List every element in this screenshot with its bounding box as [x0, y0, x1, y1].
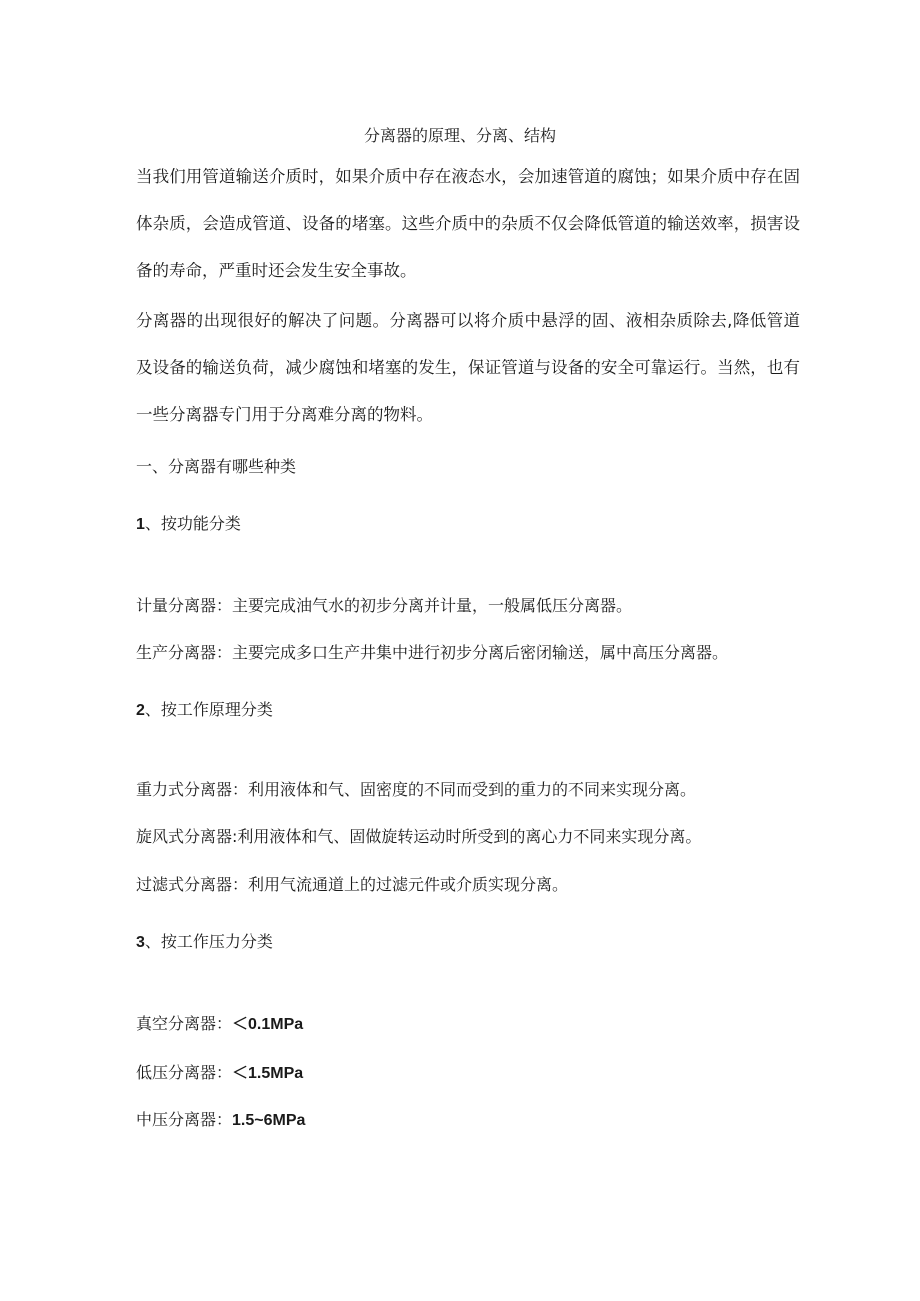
list-item-metering-separator: 计量分离器：主要完成油气水的初步分离并计量，一般属低压分离器。: [136, 596, 633, 615]
pressure-value: 1.5~6MPa: [232, 1112, 306, 1129]
document-title: 分离器的原理、分离、结构: [363, 126, 556, 145]
list-item-vacuum-separator: [136, 1012, 816, 1037]
pressure-label: 中压分离器：: [136, 1110, 233, 1129]
pressure-label: 真空分离器：: [136, 1014, 233, 1033]
intro-paragraph-2: 分离器的出现很好的解决了问题。分离器可以将介质中悬浮的固、液相杂质除去,降低管道及设备的输送负荷，减少腐蚀和堵塞的发生，保证管道与设备的安全可靠运行。当然，也有一些分离器专门用于分离难分离的物料。: [136, 311, 800, 424]
list-item-production-separator: 生产分离器：主要完成多口生产井集中进行初步分离后密闭输送，属中高压分离器。: [136, 643, 729, 662]
subsection-number: 2: [136, 702, 145, 719]
list-item-filter-separator: 过滤式分离器：利用气流通道上的过滤元件或介质实现分离。: [136, 875, 569, 894]
list-item-cyclone-separator: 旋风式分离器:利用液体和气、固做旋转运动时所受到的离心力不同来实现分离。: [136, 827, 702, 846]
subsection-number: 1: [136, 516, 145, 533]
subsection-heading-principle: [136, 698, 816, 723]
pressure-value: ＜1.5MPa: [232, 1065, 304, 1082]
list-item-low-pressure-separator: [136, 1061, 816, 1086]
intro-paragraph-1: 当我们用管道输送介质时，如果介质中存在液态水，会加速管道的腐蚀；如果介质中存在固体杂质，会造成管道、设备的堵塞。这些介质中的杂质不仅会降低管道的输送效率，损害设备的寿命，严重时还会发生安全事故。: [136, 167, 800, 280]
subsection-heading-function: [136, 512, 816, 537]
subsection-heading-text: 、按工作原理分类: [144, 700, 273, 719]
subsection-heading-text: 、按功能分类: [144, 514, 241, 533]
pressure-value: ＜0.1MPa: [232, 1016, 304, 1033]
list-item-gravity-separator: 重力式分离器：利用液体和气、固密度的不同而受到的重力的不同来实现分离。: [136, 780, 697, 799]
list-item-medium-pressure-separator: [136, 1108, 816, 1133]
subsection-heading-text: 、按工作压力分类: [144, 932, 273, 951]
section-heading-types: 一、分离器有哪些种类: [136, 457, 297, 476]
subsection-number: 3: [136, 934, 145, 951]
pressure-label: 低压分离器：: [136, 1063, 233, 1082]
subsection-heading-pressure: [136, 930, 816, 955]
